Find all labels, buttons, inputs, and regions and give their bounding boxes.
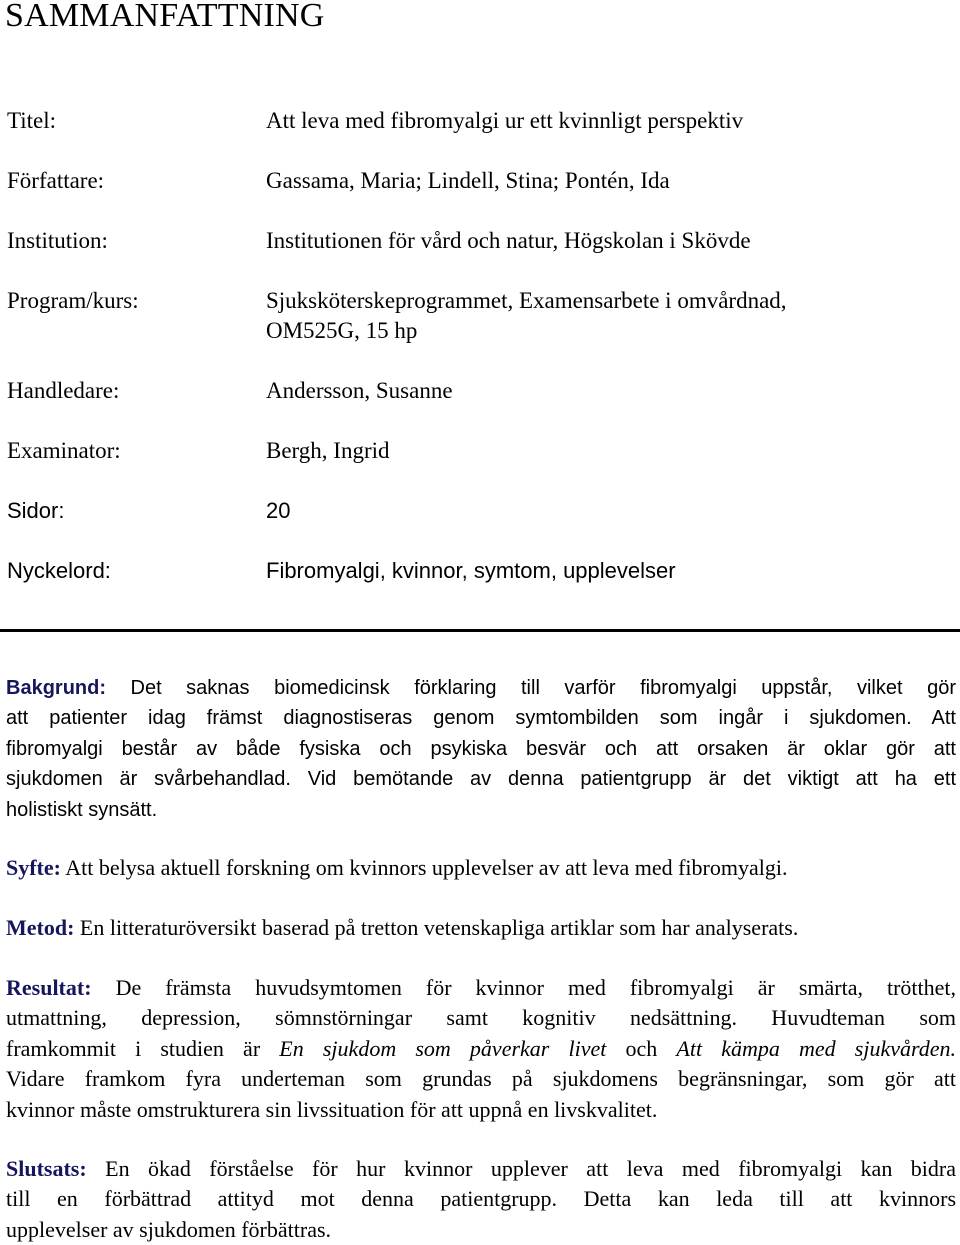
conclusion-text-1: En ökad förståelse för hur kvinnor upplever att leva med fibromyalgi kan bidra [105,1156,956,1181]
conclusion-line-3: upplevelser av sjukdomen förbättras. [6,1216,332,1242]
examiner-label: Examinator: [7,438,121,463]
supervisor-value: Andersson, Susanne [266,378,453,403]
title-value: Att leva med fibromyalgi ur ett kvinnligt perspektiv [266,108,744,133]
results-line-1 [6,973,956,1003]
aim-line [6,853,956,883]
results-line-3 [6,1034,956,1064]
results-line-5: kvinnor måste omstrukturera sin livssituation för att uppnå en livskvalitet. [6,1096,658,1122]
pages-label: Sidor: [7,498,65,523]
conclusion-line-1 [6,1154,956,1184]
examiner-value: Bergh, Ingrid [266,438,390,463]
authors-label: Författare: [7,168,105,193]
background-line-4: sjukdomen är svårbehandlad. Vid bemötande av denna patientgrupp är det viktigt att ha ett [6,768,956,791]
background-lead: Bakgrund: [6,677,106,699]
results-line-4: Vidare framkom fyra underteman som grundas på sjukdomens begränsningar, som gör att [6,1066,956,1092]
results-text-3b: och [625,1035,658,1061]
results-text-1: De främsta huvudsymtomen för kvinnor med fibromyalgi är smärta, trötthet, [115,975,957,1000]
program-value-line2: OM525G, 15 hp [266,318,418,343]
method-paragraph [6,913,956,943]
conclusion-lead: Slutsats: [6,1156,87,1181]
background-line-5: holistiskt synsätt. [6,798,158,821]
institution-label: Institution: [7,228,108,253]
background-line-2: att patienter idag främst diagnostiseras genom symtombilden som ingår i sjukdomen. Att [6,707,956,730]
authors-value: Gassama, Maria; Lindell, Stina; Pontén, Ida [266,168,670,193]
section-divider [0,629,960,632]
aim-paragraph [6,853,956,883]
keywords-label: Nyckelord: [7,558,111,583]
method-line [6,913,956,943]
aim-lead: Syfte: [6,855,61,880]
method-lead: Metod: [6,915,75,940]
method-text: En litteraturöversikt baserad på tretton vetenskapliga artiklar som har analyserats. [79,915,799,940]
title-label: Titel: [7,108,57,133]
pages-value: 20 [266,498,291,523]
program-label: Program/kurs: [7,288,139,313]
institution-value: Institutionen för vård och natur, Högskolan i Skövde [266,228,751,253]
page-title: SAMMANFATTNING [5,0,325,34]
conclusion-line-2: till en förbättrad attityd mot denna patientgrupp. Detta kan leda till att kvinnors [6,1186,956,1212]
supervisor-label: Handledare: [7,378,120,403]
background-paragraph [6,673,956,825]
theme-2: Att kämpa med sjukvården. [676,1035,957,1061]
results-lead: Resultat: [6,975,92,1000]
results-text-3a: framkommit i studien är [6,1035,261,1061]
aim-text: Att belysa aktuell forskning om kvinnors upplevelser av att leva med fibromyalgi. [65,855,788,880]
theme-1: En sjukdom som påverkar livet [279,1035,607,1061]
program-value-line1: Sjuksköterskeprogrammet, Examensarbete i omvårdnad, [266,288,787,313]
keywords-value: Fibromyalgi, kvinnor, symtom, upplevelser [266,558,676,583]
results-line-2: utmattning, depression, sömnstörningar samt kognitiv nedsättning. Huvudteman som [6,1005,956,1031]
background-line-3: fibromyalgi består av både fysiska och psykiska besvär och att orsaken är oklar gör att [6,737,956,760]
background-text-1: Det saknas biomedicinsk förklaring till varför fibromyalgi uppstår, vilket gör [130,677,956,699]
results-paragraph [6,973,956,1125]
conclusion-paragraph [6,1154,956,1245]
background-line-1 [6,673,956,703]
